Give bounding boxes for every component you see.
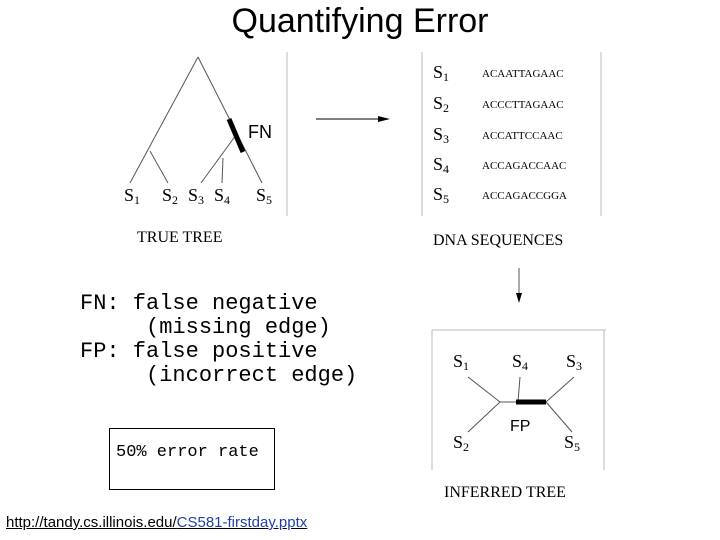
tree-edge [222,158,223,183]
dna-row-name: S1 [433,62,450,84]
dna-row-name: S3 [433,124,450,146]
true-tree-leaf: S3 [188,185,205,207]
tree-edge [201,135,236,183]
dna-sequence: ACCAGACCAAC [482,160,567,172]
tree-edge [518,377,520,402]
fn-label: FN [248,122,272,142]
dna-sequence: ACCAGACCGGA [482,190,567,202]
dna-row-name: S5 [433,184,450,206]
arrowhead-icon [378,116,390,122]
dna-sequence: ACCATTCCAAC [482,130,563,142]
tree-edge [468,402,500,432]
true-tree-leaf: S4 [214,185,231,207]
tree-edge [150,151,168,183]
true-tree-leaf: S1 [124,185,141,207]
tree-edge [468,377,500,402]
true-tree-leaves [124,185,272,207]
fp-label: FP [510,418,531,435]
true-tree-caption: TRUE TREE [137,229,223,246]
source-link-file[interactable]: CS581-firstday.pptx [176,514,308,531]
dna-row-name: S2 [433,93,450,115]
inferred-tree-leaf: S5 [564,432,581,454]
inferred-tree-caption: INFERRED TREE [444,484,566,501]
fn-definition-detail: (missing edge) [80,315,331,340]
dna-row-name: S4 [433,154,450,176]
fp-definition-detail: (incorrect edge) [80,363,358,388]
fp-definition: FP: false positive [80,339,318,364]
arrowhead-icon [516,293,522,303]
inferred-tree-leaf: S3 [566,351,583,373]
dna-sequence: ACAATTAGAAC [482,68,564,80]
tree-edge [546,402,572,432]
fn-missing-edge [229,119,243,152]
true-tree-leaf: S5 [256,185,273,207]
true-tree-leaf: S2 [162,185,179,207]
tree-edge [130,57,198,183]
source-link-host[interactable]: http://tandy.cs.illinois.edu/ [6,514,177,531]
error-rate-text: 50% error rate [116,443,259,462]
dna-caption: DNA SEQUENCES [433,232,564,249]
fn-definition: FN: false negative [80,291,318,316]
inferred-tree-leaf: S1 [453,351,470,373]
definitions [80,292,357,388]
source-link[interactable] [6,514,307,531]
inferred-tree-leaf: S4 [512,351,529,373]
page-title: Quantifying Error [231,2,489,40]
dna-sequence: ACCCTTAGAAC [482,99,564,111]
error-rate-box [109,428,275,490]
inferred-tree-leaf: S2 [453,432,470,454]
dna-rows [433,62,567,206]
tree-edge [546,377,574,402]
true-tree [130,57,262,183]
